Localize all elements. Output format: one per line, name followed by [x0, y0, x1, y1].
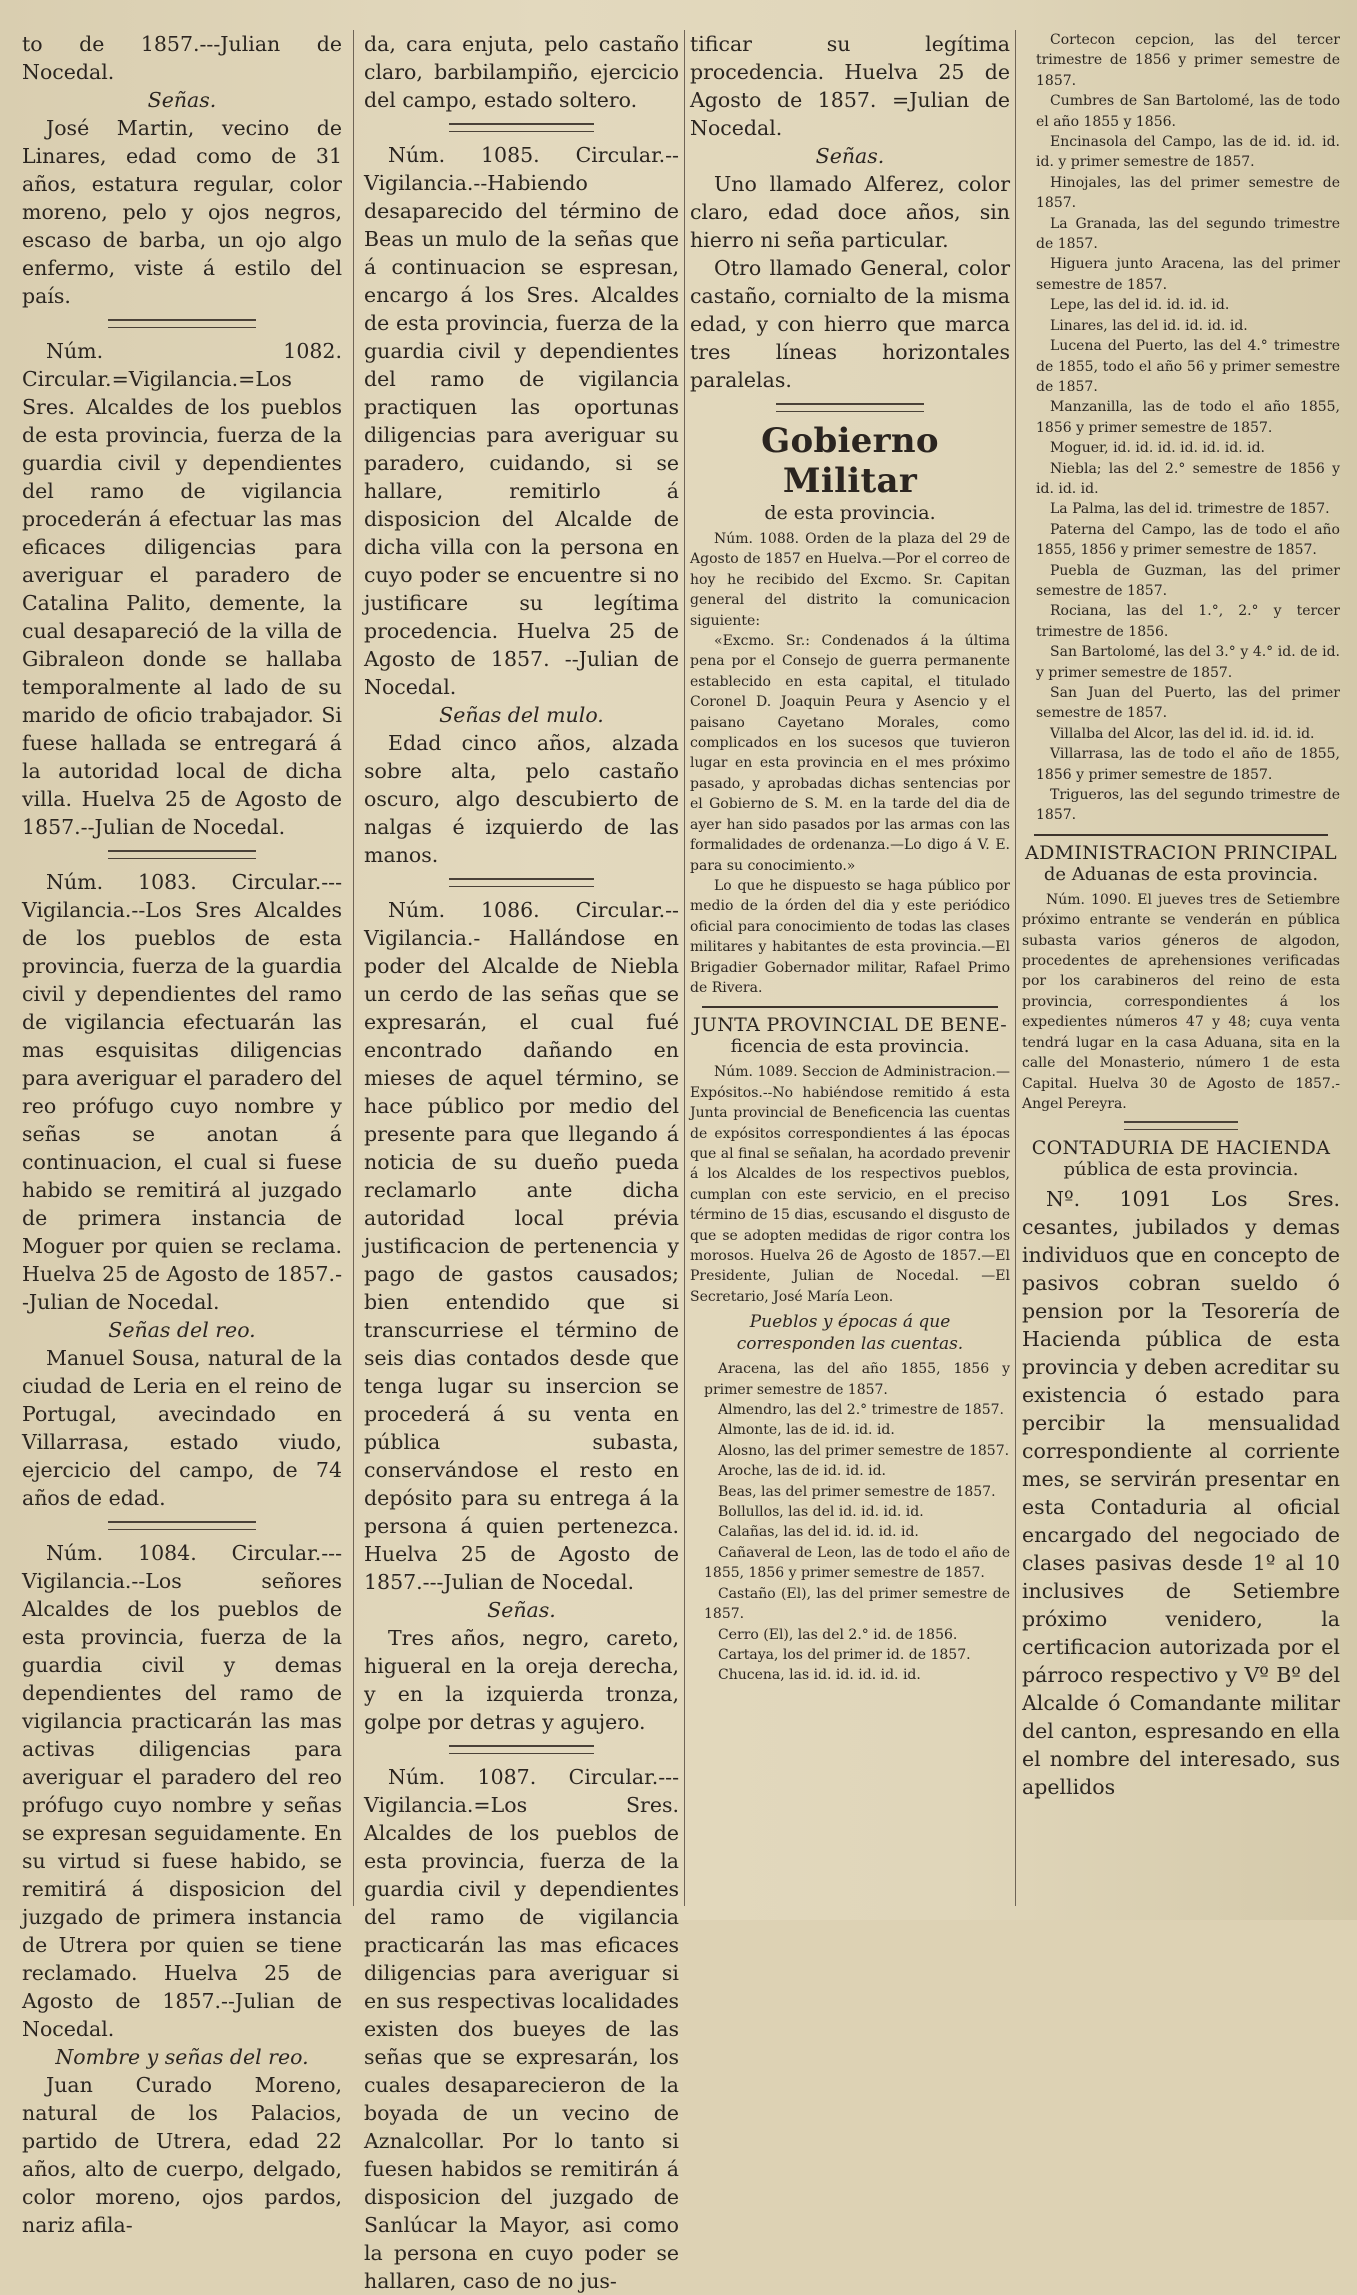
notice-1083: Núm. 1083. Circular.---Vigilancia.--Los Sres Alcaldes de los pueblos de esta provincia, fuerza de la guardia civil y dependientes del ramo de vigilancia efectuarán las mas esquisitas diligencias para averiguar el paradero del reo prófugo cuyo nombre y señas se anotan á continuacion, el cual si fuese habido se remitirá al juzgado de primera instancia de Moguer por quien se reclama. Huelva 25 de Agosto de 1857.--Julian de Nocedal. — [22, 870, 342, 1314]
section-subtitle: ficencia de esta provincia. — [730, 1036, 970, 1058]
divider — [1034, 834, 1328, 836]
list-item: Aroche, las de id. id. id. — [718, 1463, 886, 1480]
list-item: Trigueros, las del segundo trimestre de 1857. — [1036, 787, 1340, 824]
list-item: Villalba del Alcor, las del id. id. id. id. — [1050, 725, 1315, 742]
section-title-junta: JUNTA PROVINCIAL DE BENE- — [693, 1014, 1007, 1037]
section-subtitle: de Aduanas de esta provincia. — [1043, 863, 1319, 885]
notice-text: to de 1857.---Julian de Nocedal. — [22, 32, 342, 84]
list-item: Almendro, las del 2.° trimestre de 1857. — [718, 1402, 1004, 1419]
separator — [1124, 1121, 1238, 1130]
section-subtitle: pública de esta provincia. — [1063, 1159, 1299, 1181]
column-3 — [690, 30, 1010, 1906]
list-item: Castaño (El), las del primer semestre de 1857. — [704, 1585, 1010, 1623]
notice-1091: Nº. 1091 Los Sres. cesantes, jubilados y demas individuos que en concepto de pasivos cobran sueldo ó pension por la Tesorería de Hacienda pública de esta provincia y deben acreditar su existencia ó estado para percibir la mensualidad correspondiente al corriente mes, se servirán presentar en esta Contaduria al oficial encargado del negociado de clases pasivas desde 1º al 10 inclusives de Setiembre próximo venidero, la certificacion autorizada por el párroco respectivo y Vº Bº del Alcalde ó Comandante militar del canton, espresando en ella el nombre del interesado, sus apellidos — [1022, 1187, 1340, 1800]
separator — [108, 319, 255, 328]
column-1 — [22, 30, 342, 2237]
list-item: Niebla; las del 2.° semestre de 1856 y id. id. id. — [1036, 460, 1340, 497]
list-heading: Pueblos y épocas á que corresponden las cuentas. — [736, 1312, 964, 1355]
subheading: Señas. — [487, 1598, 556, 1622]
list-item: Cartaya, los del primer id. de 1857. — [718, 1646, 971, 1663]
separator — [776, 403, 923, 412]
list-item: Beas, las del primer semestre de 1857. — [718, 1483, 996, 1500]
notice-text: José Martin, vecino de Linares, edad como de 31 años, estatura regular, color moreno, pelo y ojos negros, escaso de barba, un ojo algo enfermo, viste á estilo del país. — [22, 116, 342, 308]
notice-1086: Núm. 1086. Circular.--Vigilancia.- Hallándose en poder del Alcalde de Niebla un cerdo de las señas que se expresarán, el cual fué encontrado dañando en mieses de aquel término, se hace público por medio del presente para que llegando á noticia de su dueño pueda reclamarlo ante dicha autoridad local prévia justificacion de pertenencia y pago de gastos causados; bien entendido que si transcurriese el término de seis dias contados desde que tenga lugar su insercion se procederá á su venta en pública subasta, conservándose el resto en depósito para su entrega á la persona á quien pertenezca. Huelva 25 de Agosto de 1857.---Julian de Nocedal. — [364, 898, 679, 1594]
notice-text: tificar su legítima procedencia. Huelva 25 de Agosto de 1857. =Julian de Nocedal. — [690, 32, 1010, 140]
list-item: La Granada, las del segundo trimestre de 1857. — [1036, 215, 1340, 253]
list-item: Calañas, las del id. id. id. id. — [718, 1524, 919, 1541]
subheading: Nombre y señas del reo. — [55, 2045, 309, 2069]
list-item: Aracena, las del año 1855, 1856 y primer semestre de 1857. — [704, 1361, 1010, 1398]
list-item: Cumbres de San Bartolomé, las de todo el año 1855 y 1856. — [1036, 93, 1340, 130]
subheading: Señas. — [815, 144, 885, 168]
column-rule — [353, 30, 354, 1906]
notice-text: Juan Curado Moreno, natural de los Palacios, partido de Utrera, edad 22 años, alto de cuerpo, delgado, color moreno, ojos pardos, nariz afila- — [22, 2073, 342, 2237]
notice-text: Lo que he dispuesto se haga público por medio de la órden del dia y este periódico oficial para conocimiento de todas las clases militares y habitantes de esta provincia.—El Brigadier Gobernador militar, Rafael Primo de Rivera. — [690, 877, 1010, 996]
separator — [449, 123, 594, 132]
column-rule — [684, 30, 685, 1906]
notice-text: Tres años, negro, careto, higueral en la oreja derecha, y en la izquierda tronza, golpe por detras y agujero. — [364, 1626, 679, 1734]
section-title-aduanas: ADMINISTRACION PRINCIPAL — [1025, 841, 1337, 864]
section-subtitle: de esta provincia. — [764, 502, 936, 524]
list-item: Higuera junto Aracena, las del primer semestre de 1857. — [1036, 256, 1340, 293]
notice-text: Edad cinco años, alzada sobre alta, pelo castaño oscuro, algo descubierto de nalgas é izquierdo de las manos. — [364, 731, 679, 867]
list-item: Linares, las del id. id. id. id. — [1050, 317, 1248, 334]
list-item: Chucena, las id. id. id. id. id. — [718, 1667, 921, 1684]
list-item: Alosno, las del primer semestre de 1857. — [718, 1442, 1010, 1459]
list-item: San Juan del Puerto, las del primer semestre de 1857. — [1036, 685, 1340, 722]
divider — [702, 1006, 998, 1008]
list-item: San Bartolomé, las del 3.° y 4.° id. de id. y primer semestre de 1857. — [1036, 644, 1340, 681]
list-item: Bollullos, las del id. id. id. id. — [718, 1504, 924, 1521]
subheading: Señas del mulo. — [439, 703, 604, 727]
list-item: Lucena del Puerto, las del 4.° trimestre de 1855, todo el año 56 y primer semestre de 1857. — [1036, 338, 1340, 395]
notice-1089: Núm. 1089. Seccion de Administracion.—Expósitos.--No habiéndose remitido á esta Junta provincial de Beneficencia las cuentas de expósitos correspondientes á las épocas que al final se señalan, ha acordado prevenir á los Alcaldes de los respectivos pueblos, cumplan con este servicio, en el preciso término de 15 dias, escusando el disgusto de que se adopten medidas de rigor contra los morosos. Huelva 26 de Agosto de 1857.—El Presidente, Julian de Nocedal. —El Secretario, José María Leon. — [690, 1064, 1010, 1305]
separator — [449, 878, 594, 887]
section-title-hacienda: CONTADURIA DE HACIENDA — [1031, 1137, 1331, 1160]
section-title-gobierno-militar: Gobierno Militar — [761, 421, 939, 501]
list-item: La Palma, las del id. trimestre de 1857. — [1050, 501, 1330, 518]
notice-text: da, cara enjuta, pelo castaño claro, barbilampiño, ejercicio del campo, estado soltero. — [364, 32, 679, 112]
notice-1088: Núm. 1088. Orden de la plaza del 29 de Agosto de 1857 en Huelva.—Por el correo de hoy he recibido del Excmo. Sr. Capitan general del distrito la comunicacion siguiente: — [690, 531, 1010, 629]
column-rule — [1015, 30, 1016, 1906]
notice-text: Otro llamado General, color castaño, cornialto de la misma edad, y con hierro que marca tres líneas horizontales paralelas. — [690, 256, 1010, 392]
separator — [108, 1521, 255, 1530]
notice-1082: Núm. 1082. Circular.=Vigilancia.=Los Sres. Alcaldes de los pueblos de esta provincia, fuerza de la guardia civil y dependientes del ramo de vigilancia procederán á efectuar las mas eficaces diligencias para averiguar el paradero de Catalina Palito, demente, la cual desapareció de la villa de Gibraleon donde se hallaba temporalmente al lado de su marido de oficio trabajador. Si fuese hallada se entregará á la autoridad local de dicha villa. Huelva 25 de Agosto de 1857.--Julian de Nocedal. — [22, 339, 342, 839]
separator — [108, 850, 255, 859]
subheading: Señas del reo. — [108, 1318, 256, 1342]
column-2 — [364, 30, 679, 2293]
subheading: Señas. — [147, 88, 217, 112]
list-item: Moguer, id. id. id. id. id. id. id. — [1050, 440, 1266, 457]
column-4 — [1022, 30, 1340, 1906]
notice-text: «Excmo. Sr.: Condenados á la última pena por el Consejo de guerra permanente establecido en esta capital, el titulado Coronel D. Joaquin Peura y Asencio y el paisano Cayetano Morales, como complicados en los sucesos que tuvieron lugar en esta provincia en el mes próximo pasado, y aprobadas dichas sentencias por el Gobierno de S. M. en la tarde del dia de ayer han sido pasados por las armas con las formalidades de ordenanza.—Lo digo á V. E. para su conocimiento.» — [690, 633, 1010, 874]
list-item: Paterna del Campo, las de todo el año 1855, 1856 y primer semestre de 1857. — [1036, 521, 1340, 559]
notice-text: Manuel Sousa, natural de la ciudad de Leria en el reino de Portugal, avecindado en Villarrasa, estado viudo, ejercicio del campo, de 74 años de edad. — [22, 1346, 342, 1510]
list-item: Cortecon cepcion, las del tercer trimestre de 1856 y primer semestre de 1857. — [1036, 32, 1340, 89]
list-item: Almonte, las de id. id. id. — [718, 1422, 895, 1439]
notice-1085: Núm. 1085. Circular.--Vigilancia.--Habiendo desaparecido del término de Beas un mulo de la señas que á continuacion se espresan, encargo á los Sres. Alcaldes de esta provincia, fuerza de la guardia civil y dependientes del ramo de vigilancia practiquen las oportunas diligencias para averiguar su paradero, cuidando, si se hallare, remitirlo á disposicion del Alcalde de dicha villa con la persona en cuyo poder se encuentre si no justificare su legítima procedencia. Huelva 25 de Agosto de 1857. --Julian de Nocedal. — [364, 143, 679, 699]
list-item: Puebla de Guzman, las del primer semestre de 1857. — [1036, 562, 1340, 599]
notice-text: Uno llamado Alferez, color claro, edad doce años, sin hierro ni seña particular. — [690, 172, 1010, 252]
list-item: Encinasola del Campo, las de id. id. id. id. y primer semestre de 1857. — [1036, 134, 1340, 171]
list-item: Hinojales, las del primer semestre de 1857. — [1036, 174, 1340, 212]
notice-1084: Núm. 1084. Circular.---Vigilancia.--Los señores Alcaldes de los pueblos de esta provincia, fuerza de la guardia civil y demas dependientes del ramo de vigilancia practicarán las mas activas diligencias para averiguar el paradero del reo prófugo cuyo nombre y señas se expresan seguidamente. En su virtud si fuese habido, se remitirá á disposicion del juzgado de primera instancia de Utrera por quien se tiene reclamado. Huelva 25 de Agosto de 1857.--Julian de Nocedal. — [22, 1541, 342, 2041]
list-item: Cerro (El), las del 2.° id. de 1856. — [718, 1626, 958, 1643]
list-item: Manzanilla, las de todo el año 1855, 1856 y primer semestre de 1857. — [1036, 399, 1340, 436]
notice-1090: Núm. 1090. El jueves tres de Setiembre próximo entrante se venderán en pública subasta varios géneros de algodon, procedentes de aprehensiones verificadas por los carabineros del reino de esta provincia, correspondientes á los expedientes números 47 y 48; cuya venta tendrá lugar en la casa Aduana, sita en la calle del Monasterio, número 1 de esta Capital. Huelva 30 de Agosto de 1857.-Angel Pereyra. — [1022, 891, 1340, 1112]
list-item: Villarrasa, las de todo el año de 1855, 1856 y primer semestre de 1857. — [1036, 746, 1340, 783]
list-item: Rociana, las del 1.°, 2.° y tercer trimestre de 1856. — [1036, 603, 1340, 640]
separator — [449, 1745, 594, 1754]
list-item: Lepe, las del id. id. id. id. — [1050, 297, 1230, 314]
notice-1087: Núm. 1087. Circular.---Vigilancia.=Los Sres. Alcaldes de los pueblos de esta provincia, fuerza de la guardia civil y dependientes del ramo de vigilancia practicarán las mas eficaces diligencias para averiguar si en sus respectivas localidades existen dos bueyes de las señas que se expresarán, los cuales desaparecieron de la boyada de un vecino de Aznalcollar. Por lo tanto si fuesen habidos se remitirán á disposicion del juzgado de Sanlúcar la Mayor, asi como la persona en cuyo poder se hallaren, caso de no jus- — [364, 1765, 679, 2293]
list-item: Cañaveral de Leon, las de todo el año de 1855, 1856 y primer semestre de 1857. — [704, 1544, 1010, 1582]
